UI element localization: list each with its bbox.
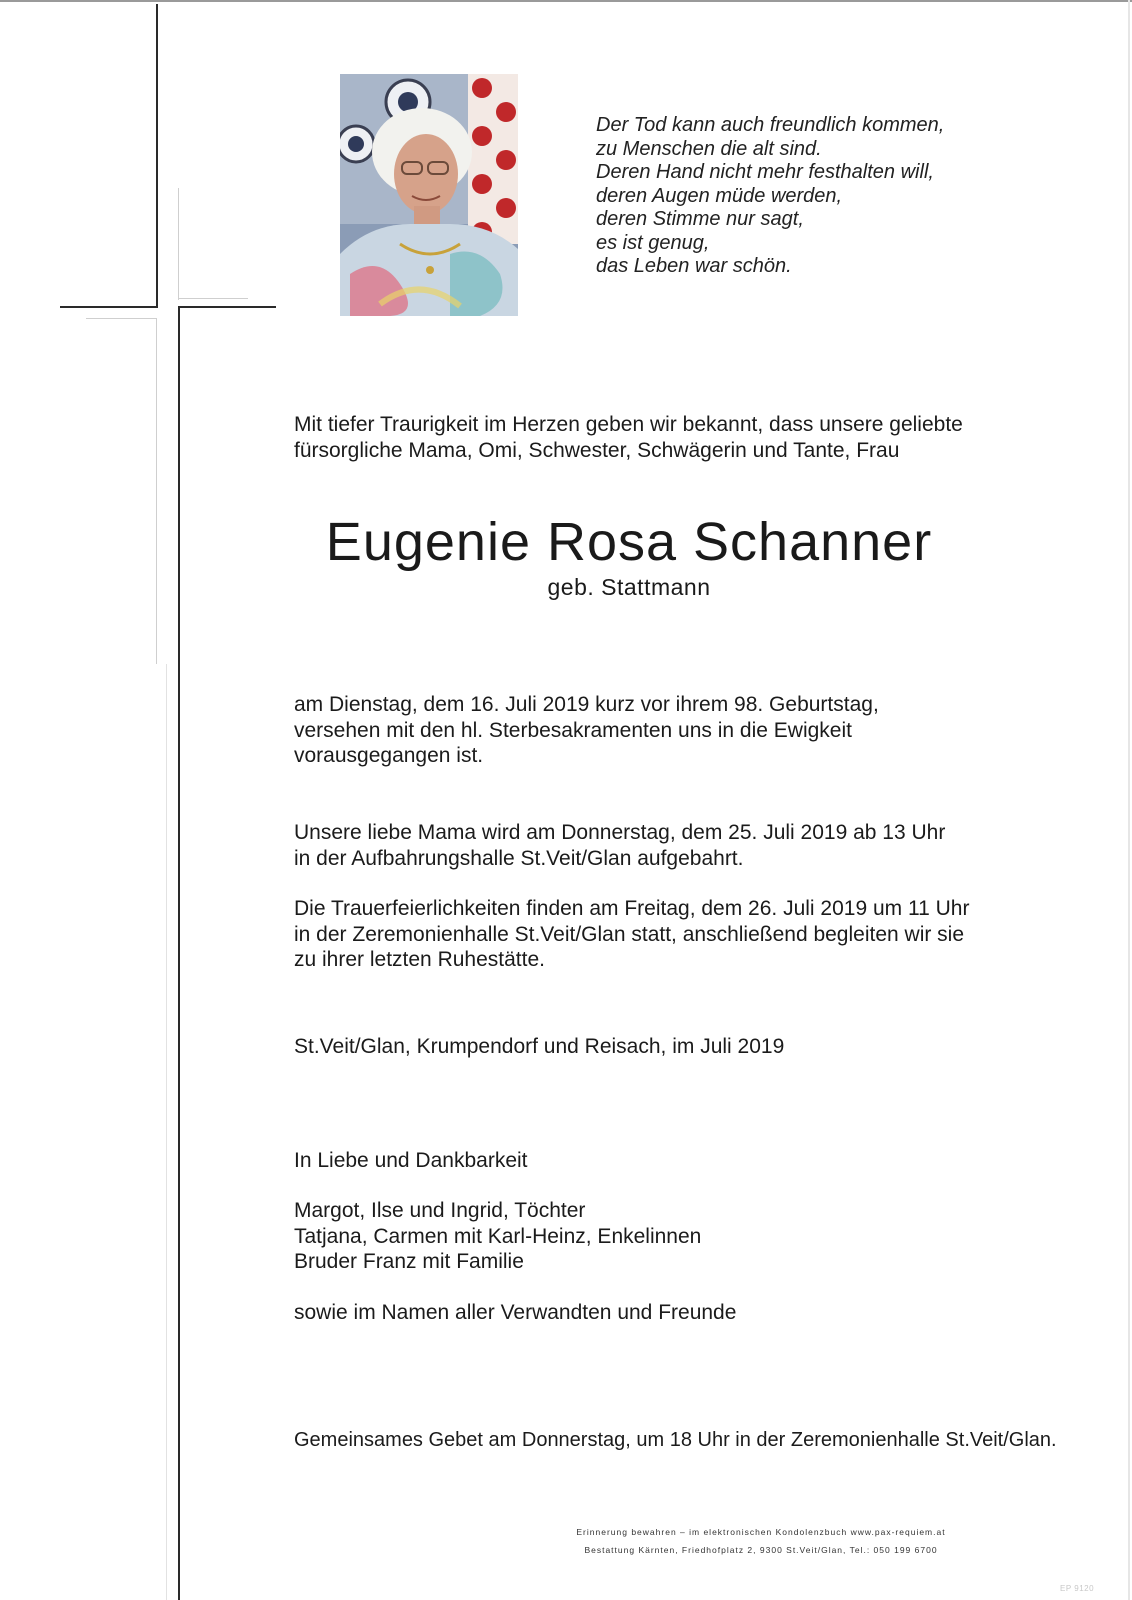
intro-line: Mit tiefer Traurigkeit im Herzen geben wir bekannt, dass unsere geliebte <box>294 413 963 436</box>
family-line: Tatjana, Carmen mit Karl-Heinz, Enkelinnen <box>294 1224 702 1248</box>
family-list <box>294 1198 1094 1275</box>
poem-line: Der Tod kann auch freundlich kommen, <box>596 114 945 136</box>
funeral-line: zu ihrer letzten Ruhestätte. <box>294 948 545 971</box>
family-line: Bruder Franz mit Familie <box>294 1250 524 1273</box>
portrait-photo <box>340 74 518 316</box>
death-line: versehen mit den hl. Sterbesakramenten uns in die Ewigkeit <box>294 718 852 742</box>
poem-line: das Leben war schön. <box>596 255 792 277</box>
funeral-line: Die Trauerfeierlichkeiten finden am Freitag, dem 26. Juli 2019 um 11 Uhr <box>294 897 970 920</box>
cross-upper-right-horizontal <box>178 298 248 299</box>
prayer-info: Gemeinsames Gebet am Donnerstag, um 18 Uhr in der Zeremonienhalle St.Veit/Glan. <box>294 1429 1057 1451</box>
family-line: Margot, Ilse und Ingrid, Töchter <box>294 1199 586 1222</box>
death-line: am Dienstag, dem 16. Juli 2019 kurz vor ihrem 98. Geburtstag, <box>294 693 879 716</box>
cross-long-vertical <box>178 306 180 1600</box>
death-notice <box>294 692 1094 769</box>
death-line: vorausgegangen ist. <box>294 744 484 767</box>
cross-lower-left-horizontal <box>86 318 156 319</box>
viewing-line: Unsere liebe Mama wird am Donnerstag, dem 25. Juli 2019 ab 13 Uhr <box>294 821 946 844</box>
cross-upper-right-vertical <box>178 188 179 300</box>
footer-funeral-home: Bestattung Kärnten, Friedhofplatz 2, 9300 St.Veit/Glan, Tel.: 050 199 6700 <box>584 1545 938 1555</box>
relatives-line: sowie im Namen aller Verwandten und Freunde <box>294 1301 737 1324</box>
poem-line: Deren Hand nicht mehr festhalten will, <box>596 161 934 183</box>
right-edge-line <box>1128 0 1130 1600</box>
closing-phrase: In Liebe und Dankbarkeit <box>294 1149 528 1172</box>
poem <box>596 114 1016 279</box>
top-edge-line <box>0 0 1132 2</box>
maiden-name: geb. Stattmann <box>547 574 711 600</box>
cross-left-horizontal <box>60 306 158 308</box>
cross-lower-left-vertical <box>156 318 157 664</box>
intro-line: fürsorgliche Mama, Omi, Schwester, Schwägerin und Tante, Frau <box>294 438 900 462</box>
print-stamp: EP 9120 <box>1060 1584 1095 1593</box>
poem-line: zu Menschen die alt sind. <box>596 137 822 160</box>
cross-right-horizontal <box>178 306 276 308</box>
announcement-intro <box>294 412 1094 463</box>
viewing-line: in der Aufbahrungshalle St.Veit/Glan aufgebahrt. <box>294 846 744 870</box>
poem-line: es ist genug, <box>596 231 710 254</box>
place-date: St.Veit/Glan, Krumpendorf und Reisach, im Juli 2019 <box>294 1035 785 1058</box>
footer-condolence: Erinnerung bewahren – im elektronischen Kondolenzbuch www.pax-requiem.at <box>576 1527 946 1537</box>
cross-upper-left-vertical <box>156 4 158 308</box>
funeral-info <box>294 896 1094 973</box>
poem-line: deren Augen müde werden, <box>596 184 843 207</box>
viewing-info <box>294 820 1094 871</box>
deceased-name: Eugenie Rosa Schanner <box>325 512 933 572</box>
cross-shadow-vertical <box>166 664 167 1600</box>
poem-line: deren Stimme nur sagt, <box>596 208 804 230</box>
funeral-line: in der Zeremonienhalle St.Veit/Glan statt, anschließend begleiten wir sie <box>294 922 965 946</box>
